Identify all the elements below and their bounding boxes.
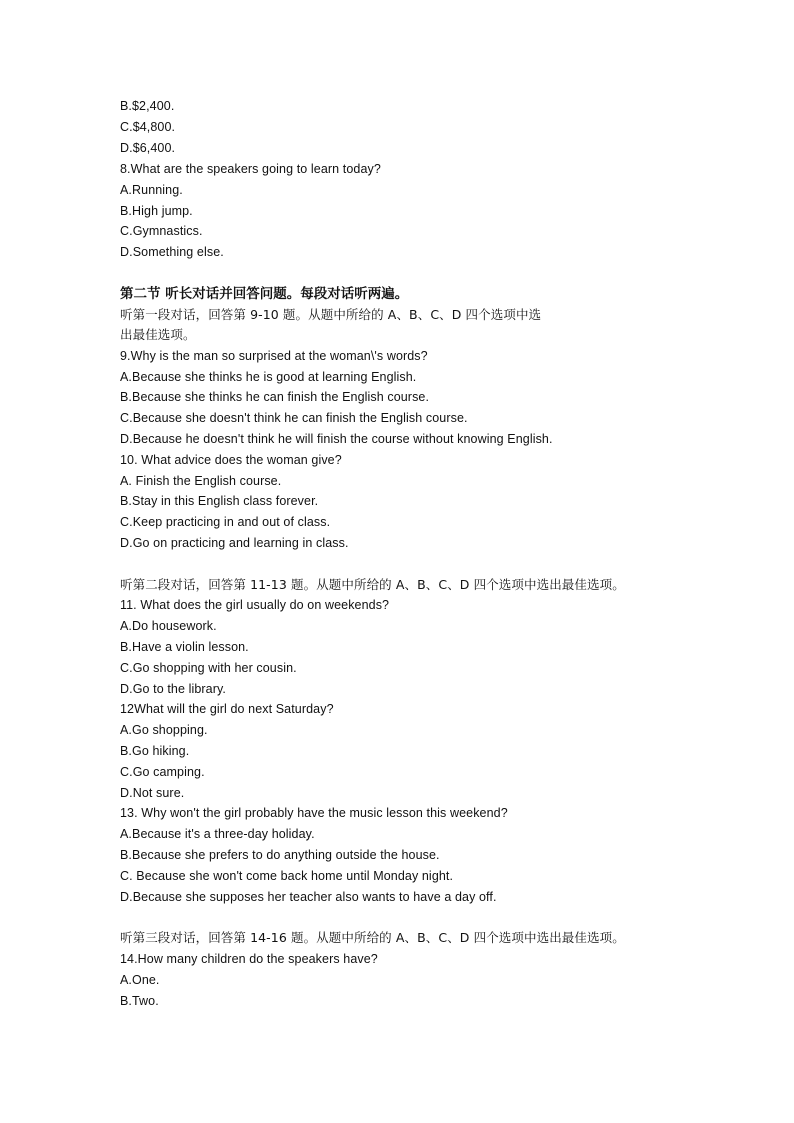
- dialog2-instruction: 听第二段对话，回答第 11-13 题。从题中所给的 A、B、C、D 四个选项中选出最佳选项。: [120, 577, 625, 592]
- q9-option-c: C.Because she doesn't think he can finish the English course.: [120, 411, 468, 425]
- q13-option-b: B.Because she prefers to do anything outside the house.: [120, 848, 440, 862]
- q12-question: 12What will the girl do next Saturday?: [120, 702, 334, 716]
- q9-question: 9.Why is the man so surprised at the woman\'s words?: [120, 349, 428, 363]
- q8-option-d: D.Something else.: [120, 245, 224, 259]
- q9-option-b: B.Because she thinks he can finish the English course.: [120, 390, 430, 404]
- q8-option-b: B.High jump.: [120, 204, 193, 218]
- q10-option-a: A. Finish the English course.: [120, 474, 282, 488]
- q14-option-a: A.One.: [120, 973, 160, 987]
- q13-option-c: C. Because she won't come back home until Monday night.: [120, 869, 454, 883]
- q8-question: 8.What are the speakers going to learn today?: [120, 162, 381, 176]
- q12-option-d: D.Not sure.: [120, 786, 185, 800]
- q14-option-b: B.Two.: [120, 994, 159, 1008]
- q11-option-d: D.Go to the library.: [120, 682, 226, 696]
- q10-option-c: C.Keep practicing in and out of class.: [120, 515, 331, 529]
- q11-option-c: C.Go shopping with her cousin.: [120, 661, 297, 675]
- q11-option-a: A.Do housework.: [120, 619, 217, 633]
- q13-option-a: A.Because it's a three-day holiday.: [120, 827, 315, 841]
- q10-option-d: D.Go on practicing and learning in class.: [120, 536, 349, 550]
- section2-heading: 第二节 听长对话并回答问题。每段对话听两遍。: [120, 286, 409, 302]
- q12-option-a: A.Go shopping.: [120, 723, 208, 737]
- q12-option-c: C.Go camping.: [120, 765, 205, 779]
- q9-option-d: D.Because he doesn't think he will finish the course without knowing English.: [120, 432, 553, 446]
- dialog1-instruction: 听第一段对话，回答第 9-10 题。从题中所给的 A、B、C、D 四个选项中选: [120, 307, 542, 322]
- dialog3-instruction: 听第三段对话，回答第 14-16 题。从题中所给的 A、B、C、D 四个选项中选出最佳选项。: [120, 930, 625, 945]
- q10-option-b: B.Stay in this English class forever.: [120, 494, 319, 508]
- q14-question: 14.How many children do the speakers have?: [120, 952, 378, 966]
- q13-question: 13. Why won't the girl probably have the music lesson this weekend?: [120, 806, 508, 820]
- q8-option-c: C.Gymnastics.: [120, 224, 203, 238]
- q11-question: 11. What does the girl usually do on weekends?: [120, 598, 390, 612]
- q9-option-a: A.Because she thinks he is good at learning English.: [120, 370, 417, 384]
- q11-option-b: B.Have a violin lesson.: [120, 640, 249, 654]
- q13-option-d: D.Because she supposes her teacher also wants to have a day off.: [120, 890, 497, 904]
- dialog1-instruction-cont: 出最佳选项。: [120, 327, 196, 342]
- q7-option-b: B.$2,400.: [120, 99, 175, 113]
- q7-option-c: C.$4,800.: [120, 120, 176, 134]
- q10-question: 10. What advice does the woman give?: [120, 453, 342, 467]
- q8-option-a: A.Running.: [120, 183, 183, 197]
- q12-option-b: B.Go hiking.: [120, 744, 190, 758]
- q7-option-d: D.$6,400.: [120, 141, 176, 155]
